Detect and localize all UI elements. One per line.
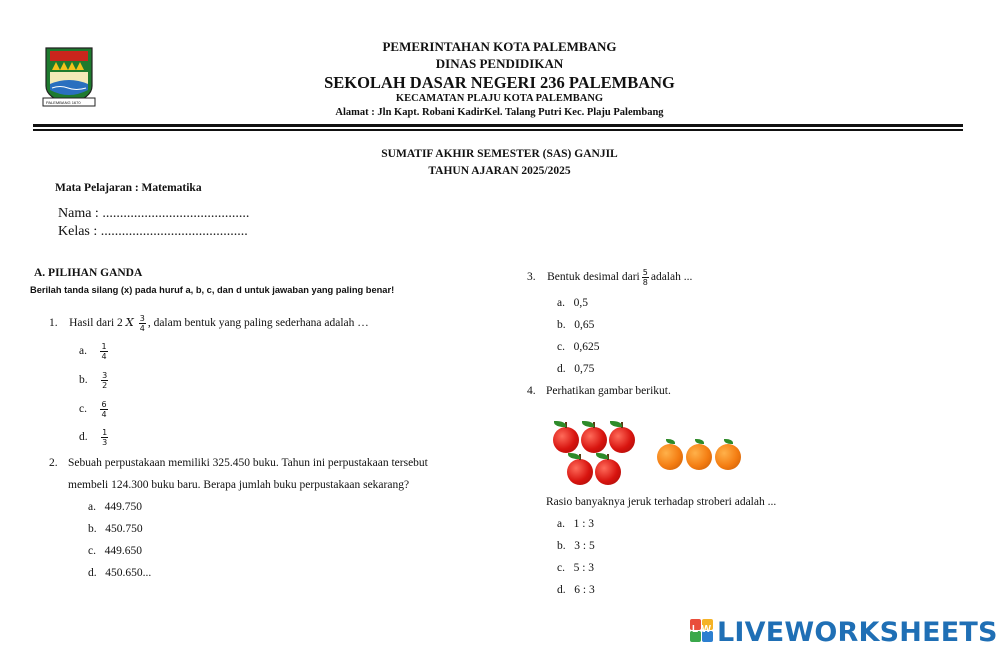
q2-number: 2. (49, 457, 58, 469)
orange-icon (715, 444, 741, 470)
q1-option-b[interactable]: b. $\frac{3}{2}$ (79, 371, 108, 390)
liveworksheets-logo[interactable]: LIVEWORKSHEETS (717, 617, 998, 648)
header-rule-thick (33, 124, 963, 127)
q1-fraction: $\frac{3}{4}$ (139, 313, 145, 333)
q4-option-d[interactable]: d. 6 : 3 (557, 584, 595, 596)
orange-icon (657, 444, 683, 470)
q2-option-a[interactable]: a. 449.750 (88, 501, 142, 513)
fruit-figure (548, 418, 748, 490)
emblem-ribbon-text: PALEMBANG 1670 (46, 100, 81, 105)
exam-year: TAHUN AJARAN 2025/2025 (428, 165, 571, 177)
q3-stem (527, 268, 692, 287)
q3-option-d[interactable]: d. 0,75 (557, 363, 595, 375)
school-district: KECAMATAN PLAJU KOTA PALEMBANG (395, 93, 604, 104)
q1-option-a[interactable]: a. $\frac{1}{4}$ (79, 342, 107, 361)
exam-title: SUMATIF AKHIR SEMESTER (SAS) GANJIL (381, 148, 618, 160)
header-rule-thin (33, 129, 963, 131)
header-department: DINAS PENDIDIKAN (435, 56, 564, 71)
q2-line2: membeli 124.300 buku baru. Berapa jumlah buku perpustakaan sekarang? (68, 479, 410, 491)
q1-operator: X (125, 315, 134, 329)
apple-icon (581, 427, 607, 453)
q1-option-d[interactable]: d. $\frac{1}{3}$ (79, 428, 108, 447)
orange-icon (686, 444, 712, 470)
q2-option-b[interactable]: b. 450.750 (88, 523, 143, 535)
header-government: PEMERINTAHAN KOTA PALEMBANG (382, 39, 617, 54)
q2-option-d[interactable]: d. 450.650... (88, 567, 152, 579)
q2-option-c[interactable]: c. 449.650 (88, 545, 142, 557)
apple-icon (595, 459, 621, 485)
q4-option-c[interactable]: c. 5 : 3 (557, 562, 595, 574)
class-field[interactable]: Kelas : .......................................... (58, 224, 248, 239)
section-title: A. PILIHAN GANDA (34, 267, 143, 279)
q3-fraction: $\frac{5}{8}$ (642, 268, 648, 287)
apple-icon (553, 427, 579, 453)
q3-option-b[interactable]: b. 0,65 (557, 319, 595, 331)
section-instruction: Berilah tanda silang (x) pada huruf a, b, c, dan d untuk jawaban yang paling benar! (30, 285, 395, 295)
liveworksheets-icon (690, 619, 714, 643)
q1-prefix: Hasil dari 2 (69, 317, 123, 329)
q4-question: Rasio banyaknya jeruk terhadap stroberi adalah ... (546, 496, 777, 508)
q4-number: 4. (527, 385, 536, 397)
subject-label: Mata Pelajaran : Matematika (55, 182, 202, 194)
q3-prefix: Bentuk desimal dari (547, 271, 640, 284)
q3-option-c[interactable]: c. 0,625 (557, 341, 600, 353)
school-address: Alamat : Jln Kapt. Robani KadirKel. Talang Putri Kec. Plaju Palembang (335, 107, 664, 118)
school-name: SEKOLAH DASAR NEGERI 236 PALEMBANG (324, 73, 675, 92)
q2-line1: Sebuah perpustakaan memiliki 325.450 buku. Tahun ini perpustakaan tersebut (68, 457, 428, 469)
q1-option-c[interactable]: c. $\frac{6}{4}$ (79, 400, 107, 419)
q1-number: 1. (49, 317, 58, 329)
icon-letters: LW (692, 624, 715, 635)
q4-text: Perhatikan gambar berikut. (546, 385, 671, 397)
q4-option-a[interactable]: a. 1 : 3 (557, 518, 595, 530)
q4-option-b[interactable]: b. 3 : 5 (557, 540, 595, 552)
q3-suffix: adalah ... (650, 271, 693, 284)
q3-option-a[interactable]: a. 0,5 (557, 297, 588, 309)
name-field[interactable]: Nama : .......................................... (58, 206, 250, 221)
apple-icon (567, 459, 593, 485)
q1-suffix: , dalam bentuk yang paling sederhana adalah … (147, 317, 369, 329)
q3-number: 3. (527, 271, 536, 284)
q1-stem (49, 313, 369, 333)
apple-icon (609, 427, 635, 453)
